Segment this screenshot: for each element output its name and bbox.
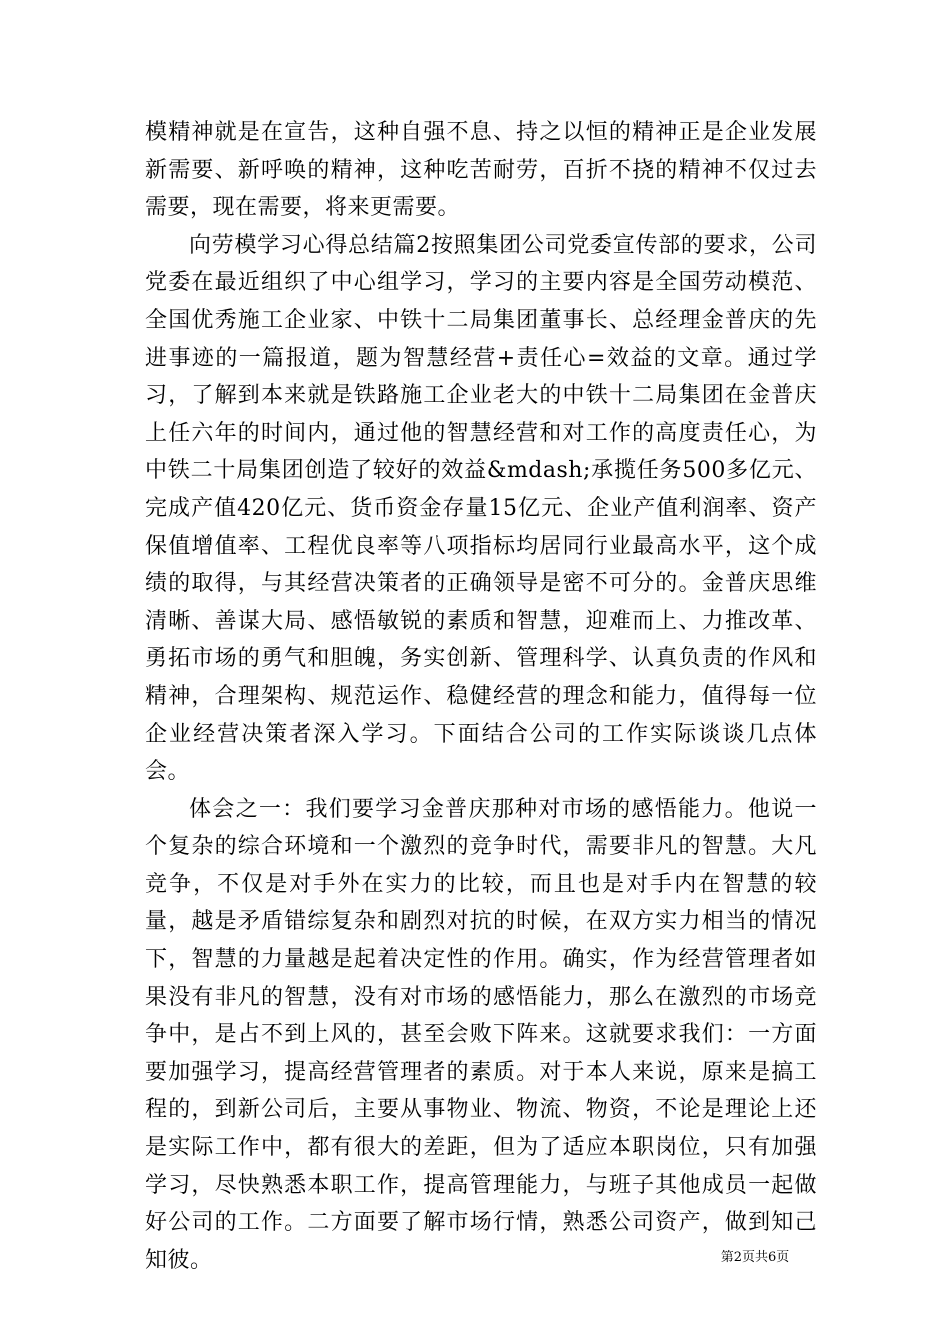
paragraph-2: 向劳模学习心得总结篇2按照集团公司党委宣传部的要求，公司党委在最近组织了中心组学习，学习的主要内容是全国劳动模范、全国优秀施工企业家、中铁十二局集团董事长、总经理金普庆的先进事迹的一篇报道，题为智慧经营+责任心=效益的文章。通过学习，了解到本来就是铁路施工企业老大的中铁十二局集团在金普庆上任六年的时间内，通过他的智慧经营和对工作的高度责任心，为中铁二十局集团创造了较好的效益&mdash;承揽任务500多亿元、完成产值420亿元、货币资金存量15亿元、企业产值利润率、资产保值增值率、工程优良率等八项指标均居同行业最高水平，这个成绩的取得，与其经营决策者的正确领导是密不可分的。金普庆思维清晰、善谋大局、感悟敏锐的素质和智慧，迎难而上、力推改革、勇拓市场的勇气和胆魄，务实创新、管理科学、认真负责的作风和精神，合理架构、规范运作、稳健经营的理念和能力，值得每一位企业经营决策者深入学习。下面结合公司的工作实际谈谈几点体会。	[145, 232, 817, 785]
paragraph-3: 体会之一：我们要学习金普庆那种对市场的感悟能力。他说一个复杂的综合环境和一个激烈的竞争时代，需要非凡的智慧。大凡竞争，不仅是对手外在实力的比较，而且也是对手内在智慧的较量，越是矛盾错综复杂和剧烈对抗的时候，在双方实力相当的情况下，智慧的力量越是起着决定性的作用。确实，作为经营管理者如果没有非凡的智慧，没有对市场的感悟能力，那么在激烈的市场竞争中，是占不到上风的，甚至会败下阵来。这就要求我们：一方面要加强学习，提高经营管理者的素质。对于本人来说，原来是搞工程的，到新公司后，主要从事物业、物流、物资，不论是理论上还是实际工作中，都有很大的差距，但为了适应本职岗位，只有加强学习，尽快熟悉本职工作，提高管理能力，与班子其他成员一起做好公司的工作。二方面要了解市场行情，熟悉公司资产，做到知己知彼。	[145, 796, 817, 1273]
body-text	[145, 114, 817, 1279]
paragraph-1: 模精神就是在宣告，这种自强不息、持之以恒的精神正是企业发展新需要、新呼唤的精神，这种吃苦耐劳，百折不挠的精神不仅过去需要，现在需要，将来更需要。	[145, 120, 817, 221]
page-number: 第2页共6页	[720, 1250, 790, 1265]
